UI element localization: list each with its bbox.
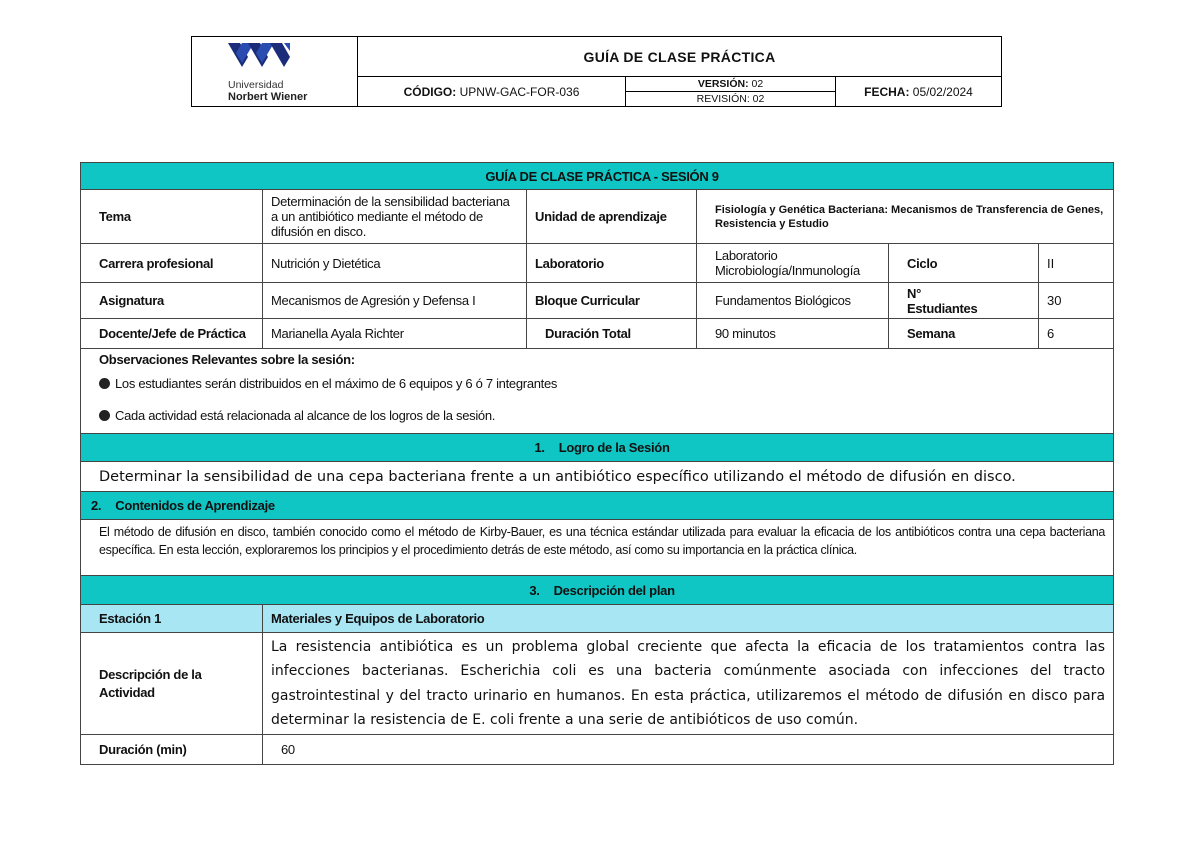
actividad-text: La resistencia antibiótica es un problema global creciente que afecta la eficacia de los tratamientos contra las infecciones bacterianas. Escherichia coli es una bacteria comúnmente asociada con infecciones del tracto gastrointestinal y del tracto urinario en humanos. En esta práctica, utilizaremos el método de difusión en disco para determinar la resistencia de E. coli frente a una serie de antibióticos de uso común. — [263, 633, 1114, 735]
document-title: GUÍA DE CLASE PRÁCTICA — [358, 37, 1002, 77]
observacion-text: Los estudiantes serán distribuidos en el máximo de 6 equipos y 6 ó 7 integrantes — [115, 376, 558, 391]
estudiantes-label-cell — [889, 283, 1039, 319]
docente-value: Marianella Ayala Richter — [263, 319, 527, 349]
laboratorio-value: Laboratorio Microbiología/Inmunología — [697, 244, 889, 283]
contenidos-header — [81, 492, 1114, 520]
asignatura-label: Asignatura — [81, 283, 263, 319]
observaciones-cell — [81, 349, 1114, 434]
duracion-total-value: 90 minutos — [697, 319, 889, 349]
bloque-label: Bloque Curricular — [527, 283, 697, 319]
bullet-icon — [99, 410, 110, 421]
plan-header — [81, 576, 1114, 605]
revision-value: 02 — [752, 93, 765, 105]
codigo-value: UPNW-GAC-FOR-036 — [459, 84, 580, 99]
duracion-min-label: Duración (min) — [81, 735, 263, 765]
version-value: 02 — [751, 78, 764, 90]
logro-text: Determinar la sensibilidad de una cepa bacteriana frente a un antibiótico específico utilizando el método de difusión en disco. — [81, 462, 1114, 492]
estudiantes-label-1: N° — [907, 285, 921, 301]
observacion-item — [99, 376, 1105, 391]
codigo-cell — [358, 77, 626, 107]
contenidos-title: Contenidos de Aprendizaje — [115, 498, 275, 513]
fecha-label: FECHA: — [864, 84, 910, 99]
codigo-label: CÓDIGO: — [403, 84, 457, 99]
carrera-value: Nutrición y Dietética — [263, 244, 527, 283]
estacion-value: Materiales y Equipos de Laboratorio — [263, 605, 1114, 633]
laboratorio-label: Laboratorio — [527, 244, 697, 283]
logo-cell — [192, 37, 358, 107]
session-table — [80, 162, 1114, 765]
bloque-value: Fundamentos Biológicos — [697, 283, 889, 319]
estudiantes-value: 30 — [1039, 283, 1114, 319]
session-title: GUÍA DE CLASE PRÁCTICA - SESIÓN 9 — [81, 163, 1114, 190]
fecha-value: 05/02/2024 — [912, 84, 973, 99]
logo-line1: Universidad — [228, 78, 284, 91]
estudiantes-label-2: Estudiantes — [907, 300, 978, 316]
version-cell — [626, 77, 836, 92]
revision-label: REVISIÓN: — [696, 93, 750, 105]
contenidos-number: 2. — [91, 498, 102, 513]
unidad-label: Unidad de aprendizaje — [527, 190, 697, 244]
university-logo-icon — [228, 41, 290, 77]
version-label: VERSIÓN: — [697, 78, 749, 90]
semana-value: 6 — [1039, 319, 1114, 349]
plan-number: 3. — [529, 582, 540, 598]
tema-label: Tema — [81, 190, 263, 244]
observacion-item — [99, 408, 1105, 423]
logro-title: Logro de la Sesión — [558, 440, 670, 455]
bullet-icon — [99, 378, 110, 389]
docente-label: Docente/Jefe de Práctica — [81, 319, 263, 349]
semana-label: Semana — [889, 319, 1039, 349]
estacion-label: Estación 1 — [81, 605, 263, 633]
ciclo-label: Ciclo — [889, 244, 1039, 283]
logro-header — [81, 434, 1114, 462]
ciclo-value: II — [1039, 244, 1114, 283]
unidad-value: Fisiología y Genética Bacteriana: Mecanismos de Transferencia de Genes, Resistencia y Estudio — [697, 190, 1114, 244]
document-header — [191, 36, 1002, 107]
carrera-label: Carrera profesional — [81, 244, 263, 283]
asignatura-value: Mecanismos de Agresión y Defensa I — [263, 283, 527, 319]
observacion-text: Cada actividad está relacionada al alcance de los logros de la sesión. — [115, 408, 496, 423]
contenidos-text: El método de difusión en disco, también conocido como el método de Kirby-Bauer, es una técnica estándar utilizada para evaluar la eficacia de los antibióticos contra una cepa bacteriana específica. En esta lección, exploraremos los principios y el procedimiento detrás de este método, así como su importancia en la práctica clínica. — [81, 520, 1114, 576]
revision-cell — [626, 92, 836, 107]
duracion-min-value: 60 — [263, 735, 1114, 765]
fecha-cell — [836, 77, 1002, 107]
duracion-total-label: Duración Total — [527, 319, 697, 349]
tema-value: Determinación de la sensibilidad bacteriana a un antibiótico mediante el método de difusión en disco. — [263, 190, 527, 244]
logro-number: 1. — [534, 440, 545, 455]
actividad-label: Descripción de la Actividad — [81, 633, 263, 735]
logo-line2: Norbert Wiener — [228, 90, 308, 103]
plan-title: Descripción del plan — [553, 582, 675, 598]
observaciones-title: Observaciones Relevantes sobre la sesión: — [99, 352, 355, 367]
